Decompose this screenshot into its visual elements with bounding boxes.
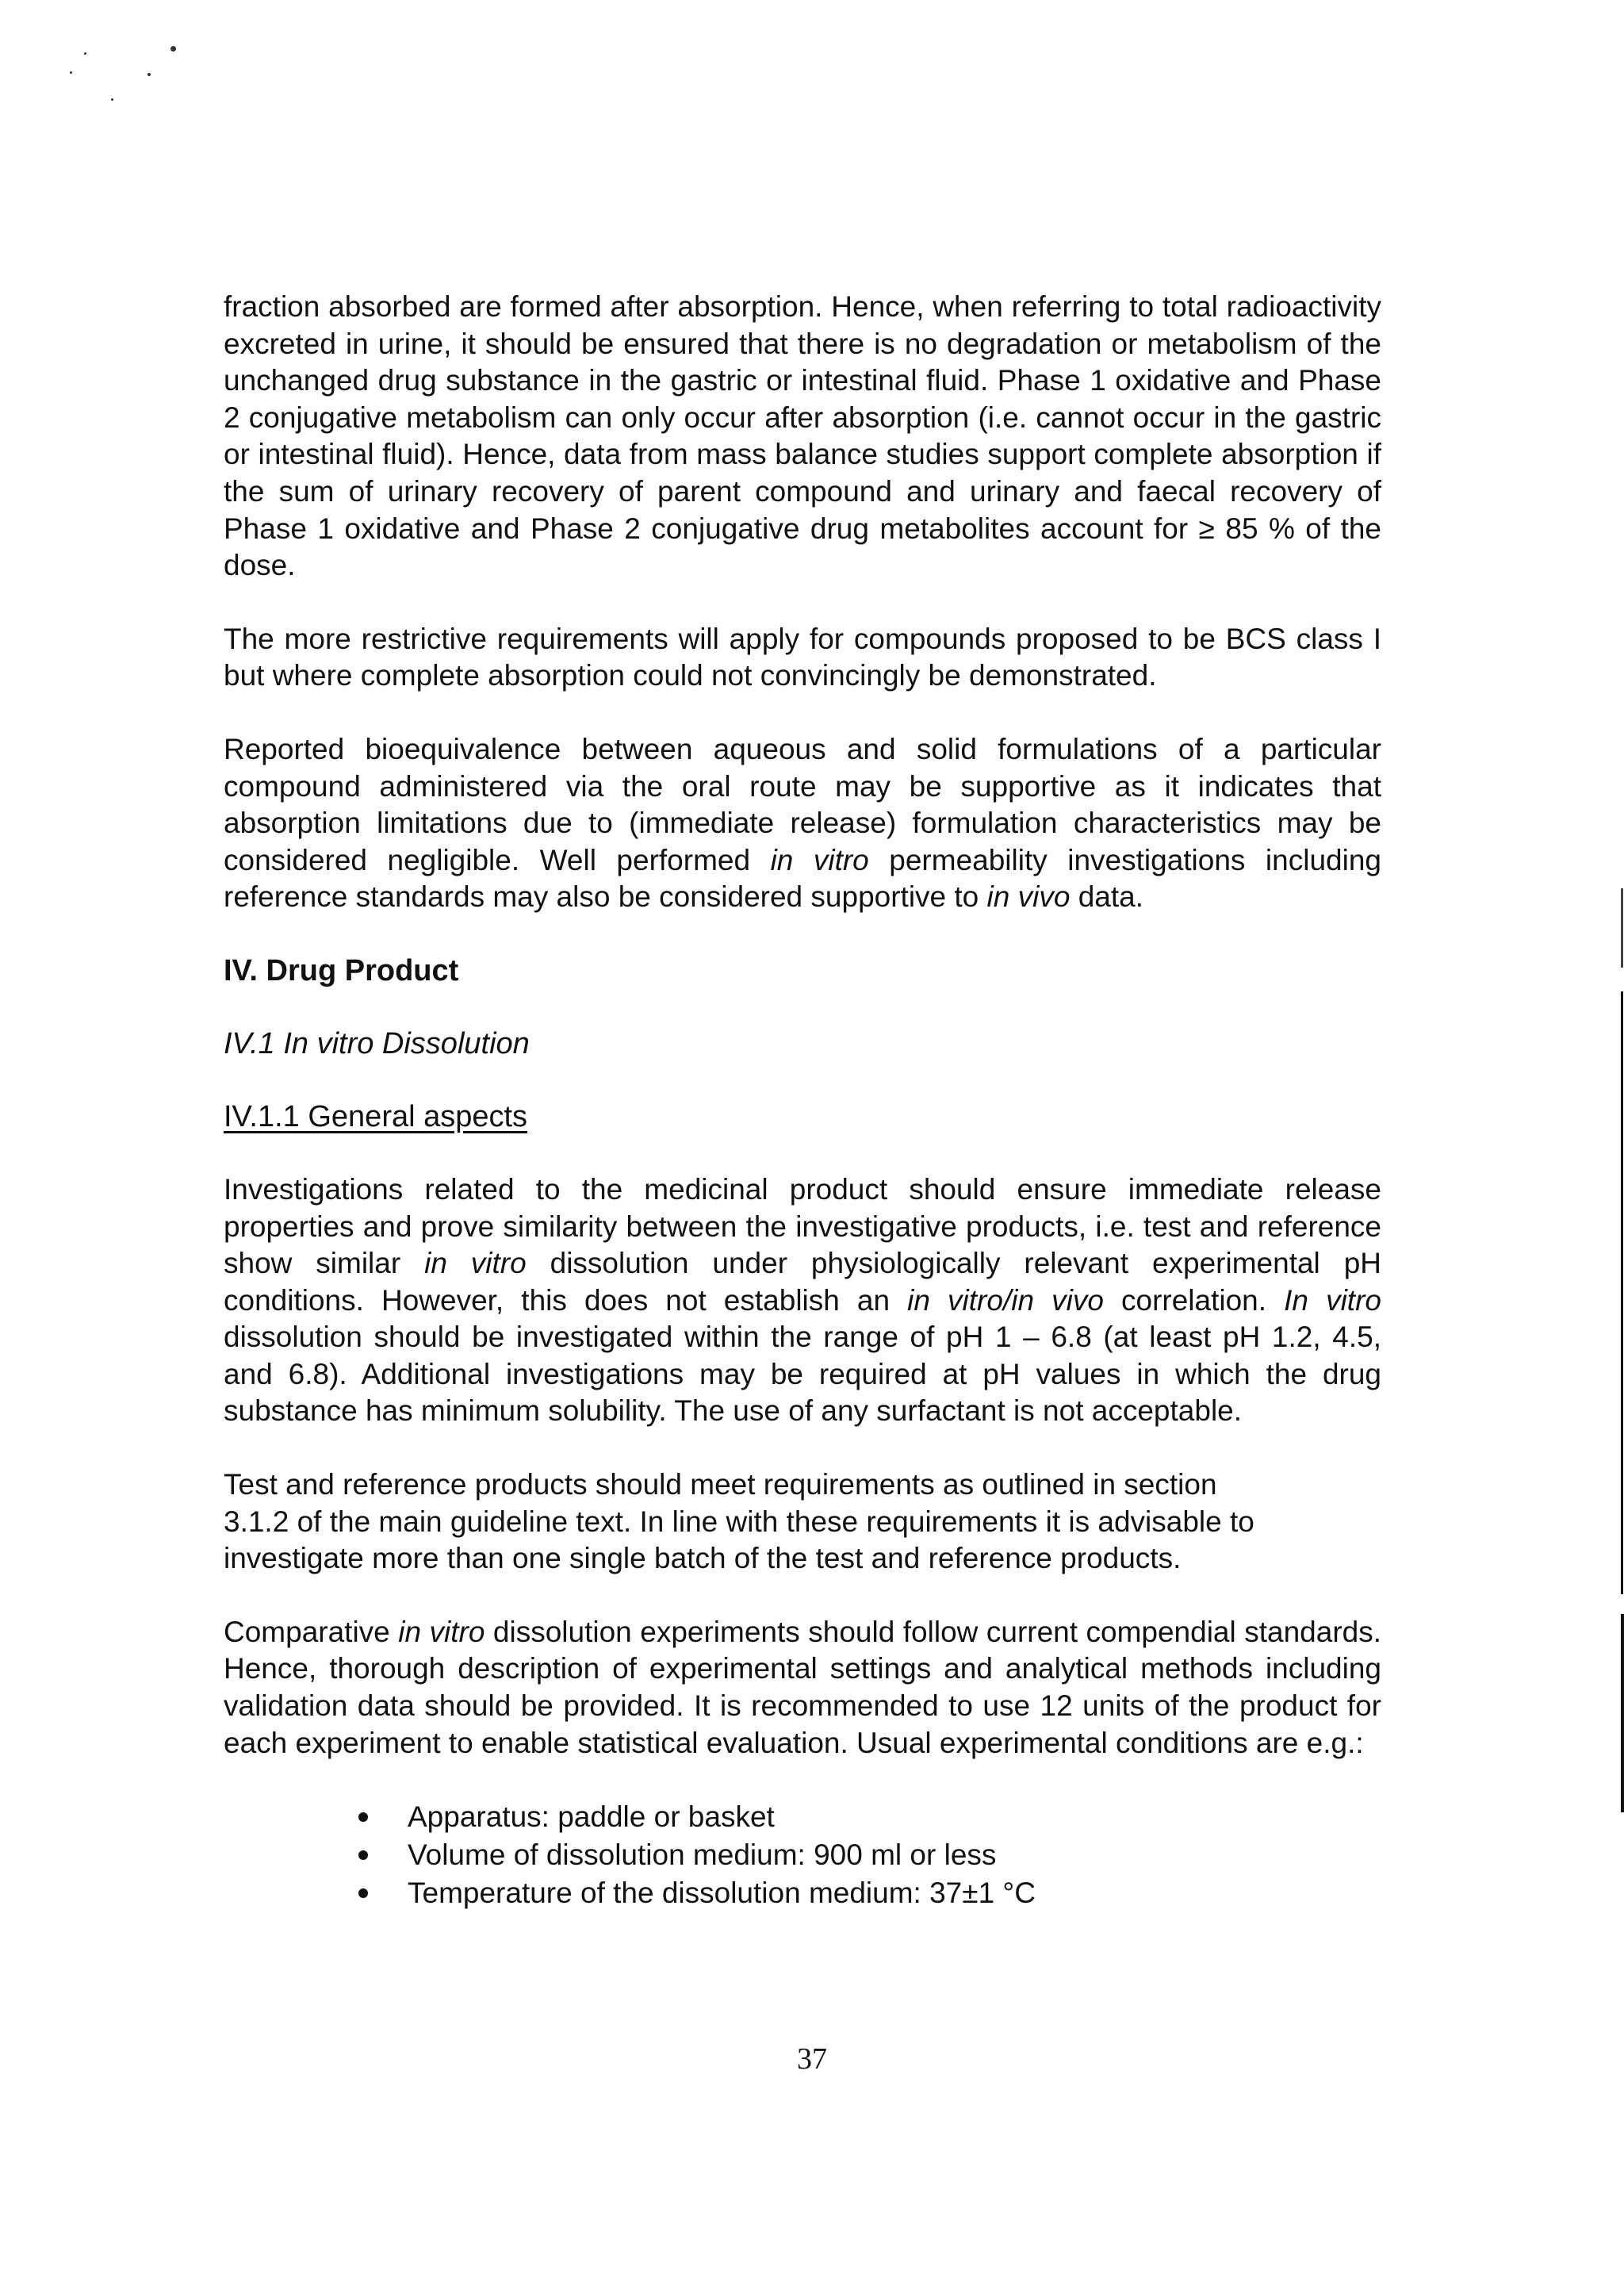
greater-equal-symbol: ≥ [1198, 512, 1215, 545]
scan-speck [70, 71, 72, 74]
list-item: Apparatus: paddle or basket [358, 1798, 1381, 1836]
paragraph-test-reference [224, 1467, 1381, 1578]
text-line: Test and reference products should meet requirements as outlined in section [224, 1468, 1217, 1501]
scan-speck [170, 46, 176, 52]
paragraph-bcs-class: The more restrictive requirements will apply for compounds proposed to be BCS class I but where complete absorption could not convincingly be demonstrated. [224, 622, 1381, 692]
paragraph-mass-balance: fraction absorbed are formed after absorption. Hence, when referring to total radioactivity excreted in urine, it should be ensured that there is no degradation or metabolism of the unchanged drug substance in the gastric or intestinal fluid. Phase 1 oxidative and Phase 2 conjugative metabolism can only occur after absorption (i.e. cannot occur in the gastric or intestinal fluid). Hence, data from mass balance studies support complete absorption if the sum of urinary recovery of parent compound and urinary and faecal recovery of Phase 1 oxidative and Phase 2 conjugative drug metabolites account for ≥ 85 % of the dose. [224, 290, 1381, 582]
scan-speck [84, 52, 86, 55]
conditions-list [224, 1798, 1381, 1912]
scan-speck [111, 98, 113, 101]
text-line: investigate more than one single batch of the test and reference products. [224, 1542, 1182, 1575]
subsubsection-heading: IV.1.1 General aspects [224, 1099, 528, 1133]
bullet-icon [358, 1812, 368, 1822]
paragraph-comparative-dissolution: Comparative in vitro dissolution experiments should follow current compendial standards. Hence, thorough description of experimental settings and analytical methods including validation data should be provided. It is recommended to use 12 units of the product for each experiment to enable statistical evaluation. Usual experimental conditions are e.g.: [224, 1615, 1381, 1759]
section-heading: IV. Drug Product [224, 953, 459, 987]
bullet-icon [358, 1888, 368, 1898]
paragraph-investigations: Investigations related to the medicinal product should ensure immediate release properties and prove similarity between the investigative products, i.e. test and reference show similar in vitro dissolution under physiologically relevant experimental pH conditions. However, this does not establish an in vitro/in vivo correlation. In vitro dissolution should be investigated within the range of pH 1 – 6.8 (at least pH 1.2, 4.5, and 6.8). Additional investigations may be required at pH values in which the drug substance has minimum solubility. The use of any surfactant is not acceptable. [224, 1172, 1381, 1428]
bullet-icon [358, 1850, 368, 1860]
paragraph-bioequivalence: Reported bioequivalence between aqueous and solid formulations of a particular compound administered via the oral route may be supportive as it indicates that absorption limitations due to (immediate release) formulation characteristics may be considered negligible. Well performed in vitro permeability investigations including reference standards may also be considered supportive to in vivo data. [224, 732, 1381, 914]
list-item: Volume of dissolution medium: 900 ml or less [358, 1836, 1381, 1874]
subsection-heading: IV.1 In vitro Dissolution [224, 1026, 530, 1060]
text-line: 3.1.2 of the main guideline text. In line with these requirements it is advisable to [224, 1505, 1254, 1538]
scan-speck [147, 73, 151, 76]
list-item: Temperature of the dissolution medium: 37±1 °C [358, 1874, 1381, 1912]
scan-edge-line [1621, 1614, 1624, 1812]
scan-edge-line [1621, 991, 1623, 1594]
document-body [224, 289, 1381, 1912]
scan-edge-line [1621, 888, 1623, 968]
page-number: 37 [797, 2042, 827, 2076]
